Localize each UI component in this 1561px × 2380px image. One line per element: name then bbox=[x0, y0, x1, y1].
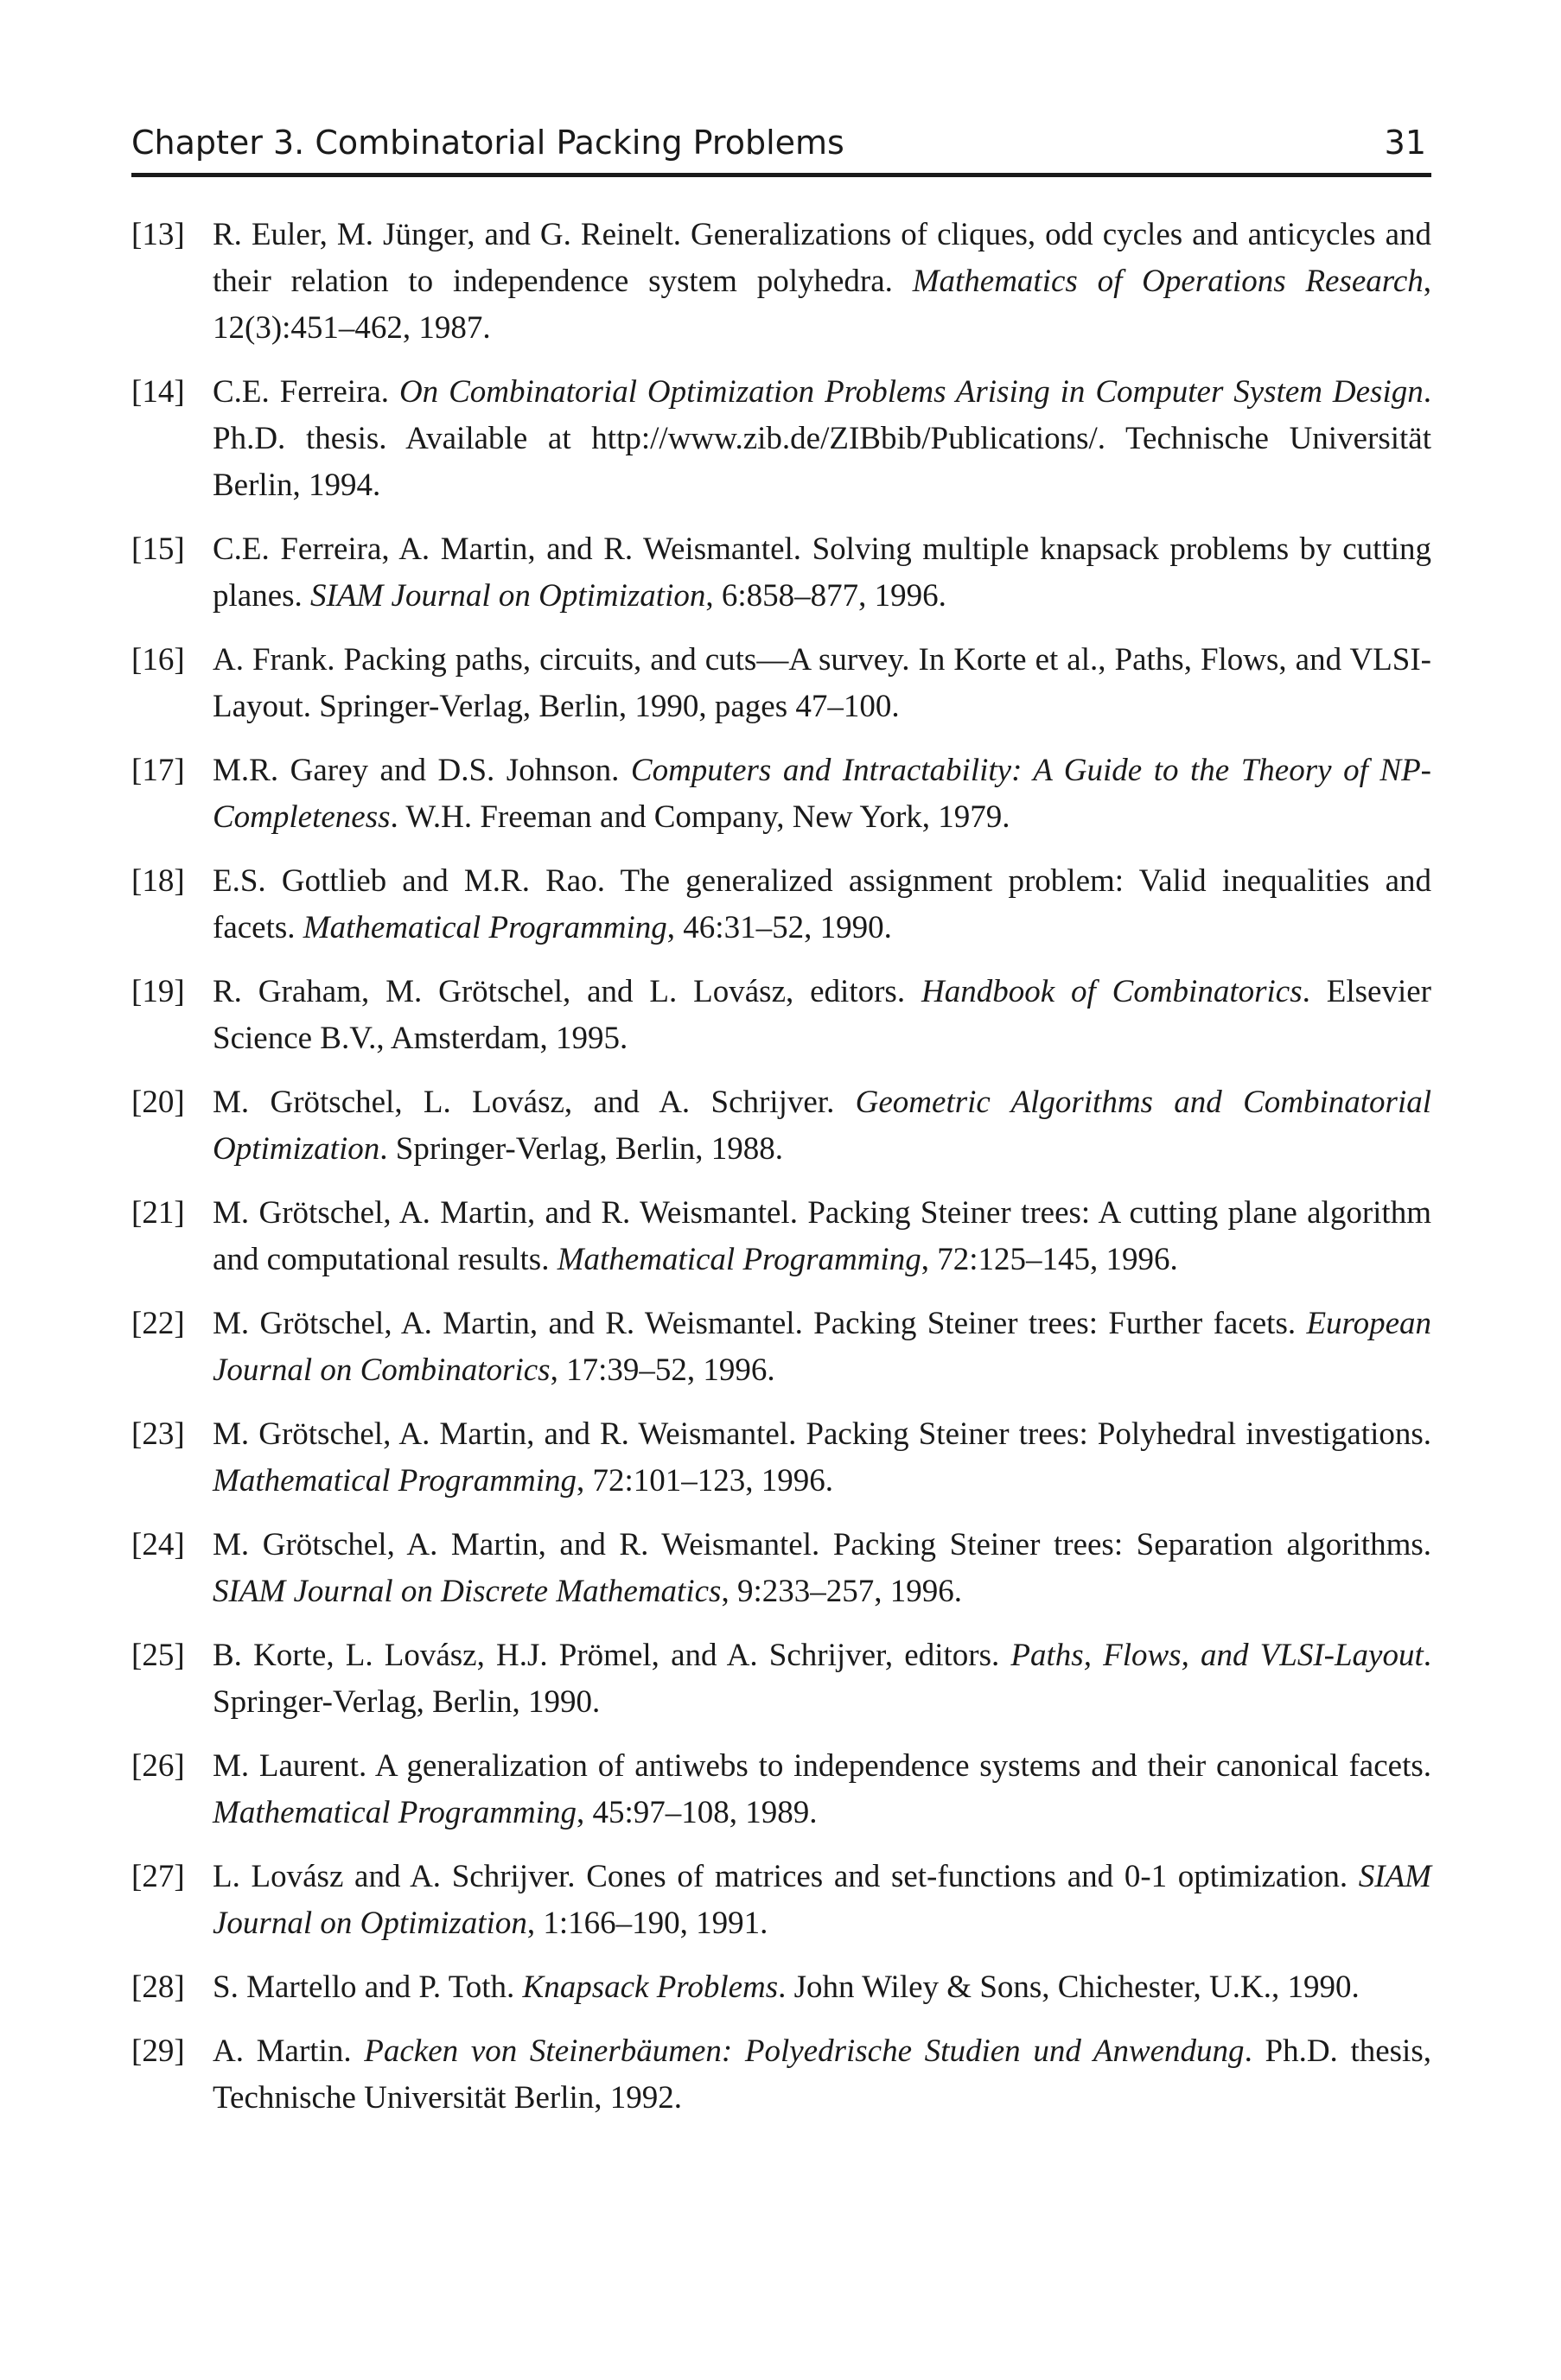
reference-title-italic: Mathematical Programming bbox=[303, 910, 667, 945]
reference-text bbox=[213, 526, 1431, 620]
reference-label: [27] bbox=[131, 1859, 185, 1894]
reference-text-segment: . Springer-Verlag, Berlin, 1990. bbox=[213, 1638, 1431, 1720]
reference-entry bbox=[131, 1854, 1431, 1947]
reference-title-italic: European Journal on Combinatorics bbox=[213, 1306, 1431, 1388]
reference-entry bbox=[131, 369, 1431, 509]
reference-text-segment: , 1:166–190, 1991. bbox=[526, 1906, 768, 1941]
reference-entry bbox=[131, 1411, 1431, 1505]
reference-text-segment: C.E. Ferreira, A. Martin, and R. Weismantel. Solving multiple knapsack problems by cutting planes. bbox=[213, 531, 1431, 614]
reference-label: [29] bbox=[131, 2033, 185, 2069]
reference-title-italic: Handbook of Combinatorics bbox=[921, 974, 1303, 1009]
reference-label: [20] bbox=[131, 1085, 185, 1120]
reference-entry bbox=[131, 1190, 1431, 1283]
reference-entry bbox=[131, 2028, 1431, 2122]
reference-text-segment: M. Laurent. A generalization of antiwebs to independence systems and their canonical facets. bbox=[213, 1748, 1431, 1784]
reference-title-italic: Knapsack Problems bbox=[522, 1970, 779, 2005]
book-page bbox=[131, 121, 1431, 2139]
reference-text bbox=[213, 637, 1431, 730]
reference-text-segment: . Elsevier Science B.V., Amsterdam, 1995. bbox=[213, 974, 1431, 1056]
reference-text-segment: . John Wiley & Sons, Chichester, U.K., 1990. bbox=[778, 1970, 1360, 2005]
reference-text-segment: . Ph.D. thesis, Technische Universität Berlin, 1992. bbox=[213, 2033, 1431, 2116]
reference-entry bbox=[131, 1743, 1431, 1836]
reference-text-segment: R. Euler, M. Jünger, and G. Reinelt. Generalizations of cliques, odd cycles and anticycles and their relation to independence system polyhedra. bbox=[213, 217, 1431, 299]
reference-text-segment: . Springer-Verlag, Berlin, 1988. bbox=[379, 1131, 784, 1167]
reference-label: [17] bbox=[131, 753, 185, 788]
reference-title-italic: Mathematical Programming bbox=[213, 1795, 577, 1830]
reference-text bbox=[213, 748, 1431, 841]
reference-text-segment: , 45:97–108, 1989. bbox=[577, 1795, 818, 1830]
reference-entry bbox=[131, 637, 1431, 730]
reference-entry bbox=[131, 1964, 1431, 2011]
reference-text-segment: , 6:858–877, 1996. bbox=[705, 578, 946, 614]
reference-text-segment: E.S. Gottlieb and M.R. Rao. The generalized assignment problem: Valid inequalities and facets. bbox=[213, 863, 1431, 945]
reference-title-italic: Computers and Intractability: A Guide to the Theory of NP-Completeness bbox=[213, 753, 1431, 835]
reference-entry bbox=[131, 212, 1431, 352]
reference-text bbox=[213, 1632, 1431, 1726]
reference-title-italic: SIAM Journal on Optimization bbox=[213, 1859, 1431, 1941]
reference-text-segment: M. Grötschel, A. Martin, and R. Weismantel. Packing Steiner trees: Polyhedral investigations. bbox=[213, 1416, 1431, 1452]
reference-label: [16] bbox=[131, 642, 185, 678]
reference-entry bbox=[131, 526, 1431, 620]
reference-text-segment: , 9:233–257, 1996. bbox=[721, 1574, 962, 1609]
reference-text bbox=[213, 1964, 1431, 2011]
reference-text-segment: B. Korte, L. Lovász, H.J. Prömel, and A. Schrijver, editors. bbox=[213, 1638, 1011, 1673]
reference-entry bbox=[131, 969, 1431, 1062]
reference-text bbox=[213, 1411, 1431, 1505]
reference-label: [19] bbox=[131, 974, 185, 1009]
reference-text-segment: S. Martello and P. Toth. bbox=[213, 1970, 523, 2005]
reference-text bbox=[213, 858, 1431, 951]
reference-text-segment: . W.H. Freeman and Company, New York, 1979. bbox=[390, 799, 1010, 835]
reference-label: [24] bbox=[131, 1527, 185, 1562]
reference-text-segment: , 12(3):451–462, 1987. bbox=[213, 264, 1431, 346]
reference-label: [14] bbox=[131, 374, 185, 410]
reference-text-segment: . Ph.D. thesis. Available at http://www.zib.de/ZIBbib/Publications/. Technische Universität Berlin, 1994. bbox=[213, 374, 1431, 503]
reference-entry bbox=[131, 748, 1431, 841]
reference-entry bbox=[131, 1522, 1431, 1615]
reference-entry bbox=[131, 1632, 1431, 1726]
reference-text bbox=[213, 212, 1431, 352]
reference-text-segment: , 46:31–52, 1990. bbox=[666, 910, 892, 945]
reference-title-italic: Packen von Steinerbäumen: Polyedrische Studien und Anwendung bbox=[364, 2033, 1245, 2069]
reference-text bbox=[213, 369, 1431, 509]
reference-text-segment: A. Martin. bbox=[213, 2033, 365, 2069]
reference-text-segment: , 17:39–52, 1996. bbox=[550, 1352, 775, 1388]
chapter-title: Chapter 3. Combinatorial Packing Problems bbox=[131, 124, 844, 162]
reference-text-segment: M. Grötschel, A. Martin, and R. Weismantel. Packing Steiner trees: A cutting plane algorithm and computational results. bbox=[213, 1195, 1431, 1277]
reference-text-segment: M. Grötschel, L. Lovász, and A. Schrijver. bbox=[213, 1085, 856, 1120]
reference-text-segment: , 72:125–145, 1996. bbox=[921, 1242, 1178, 1277]
reference-text-segment: M.R. Garey and D.S. Johnson. bbox=[213, 753, 631, 788]
reference-title-italic: Geometric Algorithms and Combinatorial Optimization bbox=[213, 1085, 1432, 1167]
reference-label: [18] bbox=[131, 863, 185, 899]
reference-title-italic: SIAM Journal on Optimization bbox=[310, 578, 706, 614]
reference-text bbox=[213, 969, 1431, 1062]
reference-entry bbox=[131, 1079, 1431, 1173]
reference-text bbox=[213, 1301, 1431, 1394]
reference-text bbox=[213, 1854, 1431, 1947]
reference-label: [28] bbox=[131, 1970, 185, 2005]
reference-label: [22] bbox=[131, 1306, 185, 1341]
reference-text bbox=[213, 1079, 1431, 1173]
reference-label: [25] bbox=[131, 1638, 185, 1673]
page-number: 31 bbox=[1384, 124, 1426, 162]
reference-label: [26] bbox=[131, 1748, 185, 1784]
reference-text-segment: A. Frank. Packing paths, circuits, and cuts—A survey. In Korte et al., Paths, Flows, and VLSI-Layout. Springer-Verlag, Berlin, 1990, pages 47–100. bbox=[213, 642, 1431, 724]
reference-text bbox=[213, 1743, 1431, 1836]
reference-label: [15] bbox=[131, 531, 185, 567]
reference-text-segment: R. Graham, M. Grötschel, and L. Lovász, editors. bbox=[213, 974, 921, 1009]
reference-text bbox=[213, 1190, 1431, 1283]
reference-title-italic: Mathematical Programming bbox=[213, 1463, 577, 1499]
reference-label: [21] bbox=[131, 1195, 185, 1231]
reference-label: [23] bbox=[131, 1416, 185, 1452]
reference-text-segment: , 72:101–123, 1996. bbox=[577, 1463, 834, 1499]
reference-text bbox=[213, 2028, 1431, 2122]
reference-text-segment: M. Grötschel, A. Martin, and R. Weismantel. Packing Steiner trees: Further facets. bbox=[213, 1306, 1307, 1341]
reference-list bbox=[131, 212, 1431, 2122]
reference-entry bbox=[131, 858, 1431, 951]
reference-label: [13] bbox=[131, 217, 185, 252]
reference-text-segment: M. Grötschel, A. Martin, and R. Weismantel. Packing Steiner trees: Separation algorithms. bbox=[213, 1527, 1431, 1562]
reference-title-italic: SIAM Journal on Discrete Mathematics bbox=[213, 1574, 722, 1609]
reference-entry bbox=[131, 1301, 1431, 1394]
reference-text-segment: C.E. Ferreira. bbox=[213, 374, 399, 410]
reference-text bbox=[213, 1522, 1431, 1615]
running-header bbox=[131, 121, 1431, 177]
reference-title-italic: Paths, Flows, and VLSI-Layout bbox=[1010, 1638, 1424, 1673]
reference-title-italic: On Combinatorial Optimization Problems Arising in Computer System Design bbox=[398, 374, 1424, 410]
reference-title-italic: Mathematics of Operations Research bbox=[912, 264, 1424, 299]
reference-text-segment: L. Lovász and A. Schrijver. Cones of matrices and set-functions and 0-1 optimization. bbox=[213, 1859, 1359, 1894]
reference-title-italic: Mathematical Programming bbox=[557, 1242, 921, 1277]
